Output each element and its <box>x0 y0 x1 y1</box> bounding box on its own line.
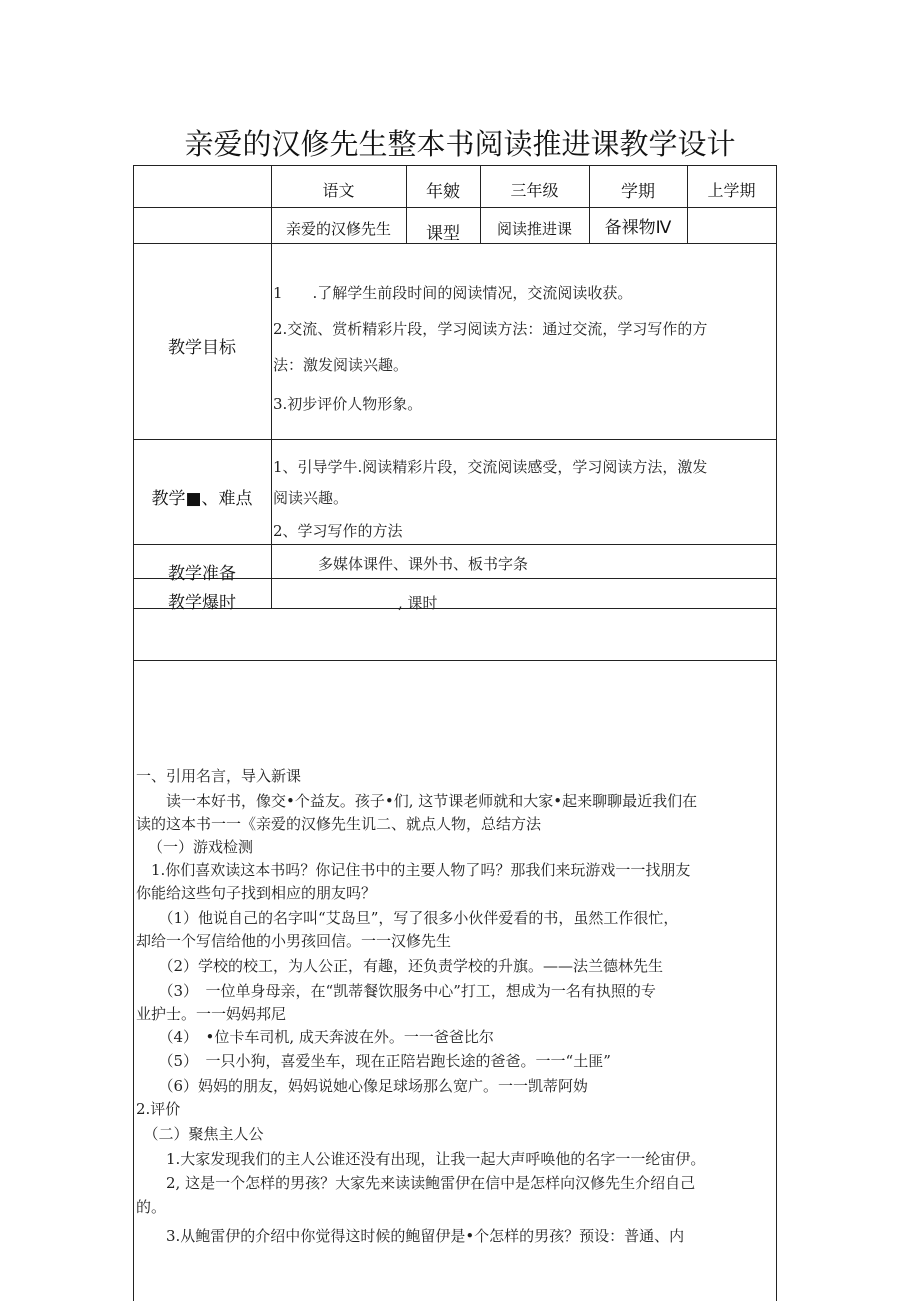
table-border-right <box>776 165 777 1301</box>
process-line: 一、引用名言，导入新课 <box>136 767 302 785</box>
process-line: 读的这本书一一《亲爱的汉修先生讥二、就点人物，总结方法 <box>136 815 542 833</box>
process-line: （二）聚焦主人公 <box>136 1125 264 1143</box>
document-title: 亲爱的汉修先生整本书阅读推进课教学设计 <box>184 127 736 161</box>
process-line: 3.从鲍雷伊的介绍中你觉得这时候的鲍留伊是•个怎样的男孩？预设：普通、内 <box>136 1227 685 1245</box>
lesson-type-value: 阅读推进课 <box>496 220 572 238</box>
process-line: （2）学校的校工，为人公正，有趣，还负责学校的升旗。——法兰德林先生 <box>136 957 664 975</box>
process-line: （3） 一位单身母亲，在“凯蒂餐饮服务中心”打工，想成为一名有执照的专 <box>136 982 656 1000</box>
hours-label: 教学爆时 <box>168 593 236 613</box>
hours-value: , 课时 <box>398 594 438 612</box>
key-point-line-1: 1、引导学牛.阅读精彩片段，交流阅读感受，学习阅读方法，激发 <box>273 458 708 476</box>
key-point-line-2: 阅读兴趣。 <box>273 489 349 507</box>
table-divider-col6 <box>687 165 688 243</box>
objectives-label: 教学目标 <box>168 338 236 358</box>
process-line: 业护士。一一妈妈邦尼 <box>136 1005 287 1023</box>
term-label: 学期 <box>621 182 655 202</box>
grade-label: 年皴 <box>426 182 460 202</box>
table-row-line-4 <box>133 544 777 545</box>
table-row-line-7 <box>133 660 777 661</box>
key-points-label: 教学■、难点 <box>151 489 253 509</box>
process-line: 你能给这些句子找到相应的朋友吗？ <box>136 884 377 902</box>
book-value: 亲爱的汉修先生 <box>285 220 391 238</box>
objective-line-4: 3.初步评价人物形象。 <box>273 395 423 413</box>
process-line: （一）游戏检测 <box>148 838 254 856</box>
table-row-line-3 <box>133 439 777 440</box>
process-line: 2, 这是一个怎样的男孩？大家先来读读鲍雷伊在信中是怎样向汉修先生介绍自己 <box>136 1174 696 1192</box>
table-border-top <box>133 165 777 166</box>
objective-line-1: 1 .了解学生前段时间的阅读情况，交流阅读收获。 <box>273 284 633 302</box>
process-line: 1.你们喜欢读这本书吗？你记住书中的主要人物了吗？那我们来玩游戏一一找朋友 <box>136 861 691 879</box>
table-row-line-1 <box>133 207 777 208</box>
preparation-label: 教学准备 <box>168 564 236 584</box>
objective-line-3: 法：激发阅读兴趣。 <box>273 356 409 374</box>
grade-value: 三年级 <box>510 181 559 200</box>
preparation-value: 多媒体课件、课外书、板书字条 <box>318 555 529 573</box>
process-line: 的。 <box>136 1198 167 1216</box>
term-value: 上学期 <box>707 181 756 200</box>
process-line: （6）妈妈的朋友，妈妈说她心像足球场那么宽广。一一凯蒂阿妫 <box>136 1077 589 1095</box>
key-point-line-3: 2、学习写作的方法 <box>273 522 403 540</box>
process-line: 读一本好书，像交•个益友。孩子•们, 这节课老师就和大家•起来聊聊最近我们在 <box>136 792 698 810</box>
process-line: （4） •位卡车司机, 成天奔波在外。一一爸爸比尔 <box>136 1028 494 1046</box>
prep-label: 备裸物Ⅳ <box>604 218 672 238</box>
lesson-type-label: 课型 <box>426 224 460 244</box>
process-line: （1）他说自己的名字叫“艾岛旦”，写了很多小伙伴爱看的书，虽然工作很忙， <box>136 909 679 927</box>
objective-line-2: 2.交流、赏析精彩片段，学习阅读方法：通过交流，学习写作的方 <box>273 320 708 338</box>
process-line: 2.评价 <box>136 1100 181 1118</box>
subject-value: 语文 <box>322 181 355 200</box>
process-line: 却给一个写信给他的小男孩回信。一一汉修先生 <box>136 932 452 950</box>
process-line: （5） 一只小狗，喜爱坐车，现在正陪岩跑长途的爸爸。一一“土匪” <box>136 1052 611 1070</box>
process-line: 1.大家发现我们的主人公谁还没有出现，让我一起大声呼唤他的名字一一纶宙伊。 <box>136 1150 706 1168</box>
